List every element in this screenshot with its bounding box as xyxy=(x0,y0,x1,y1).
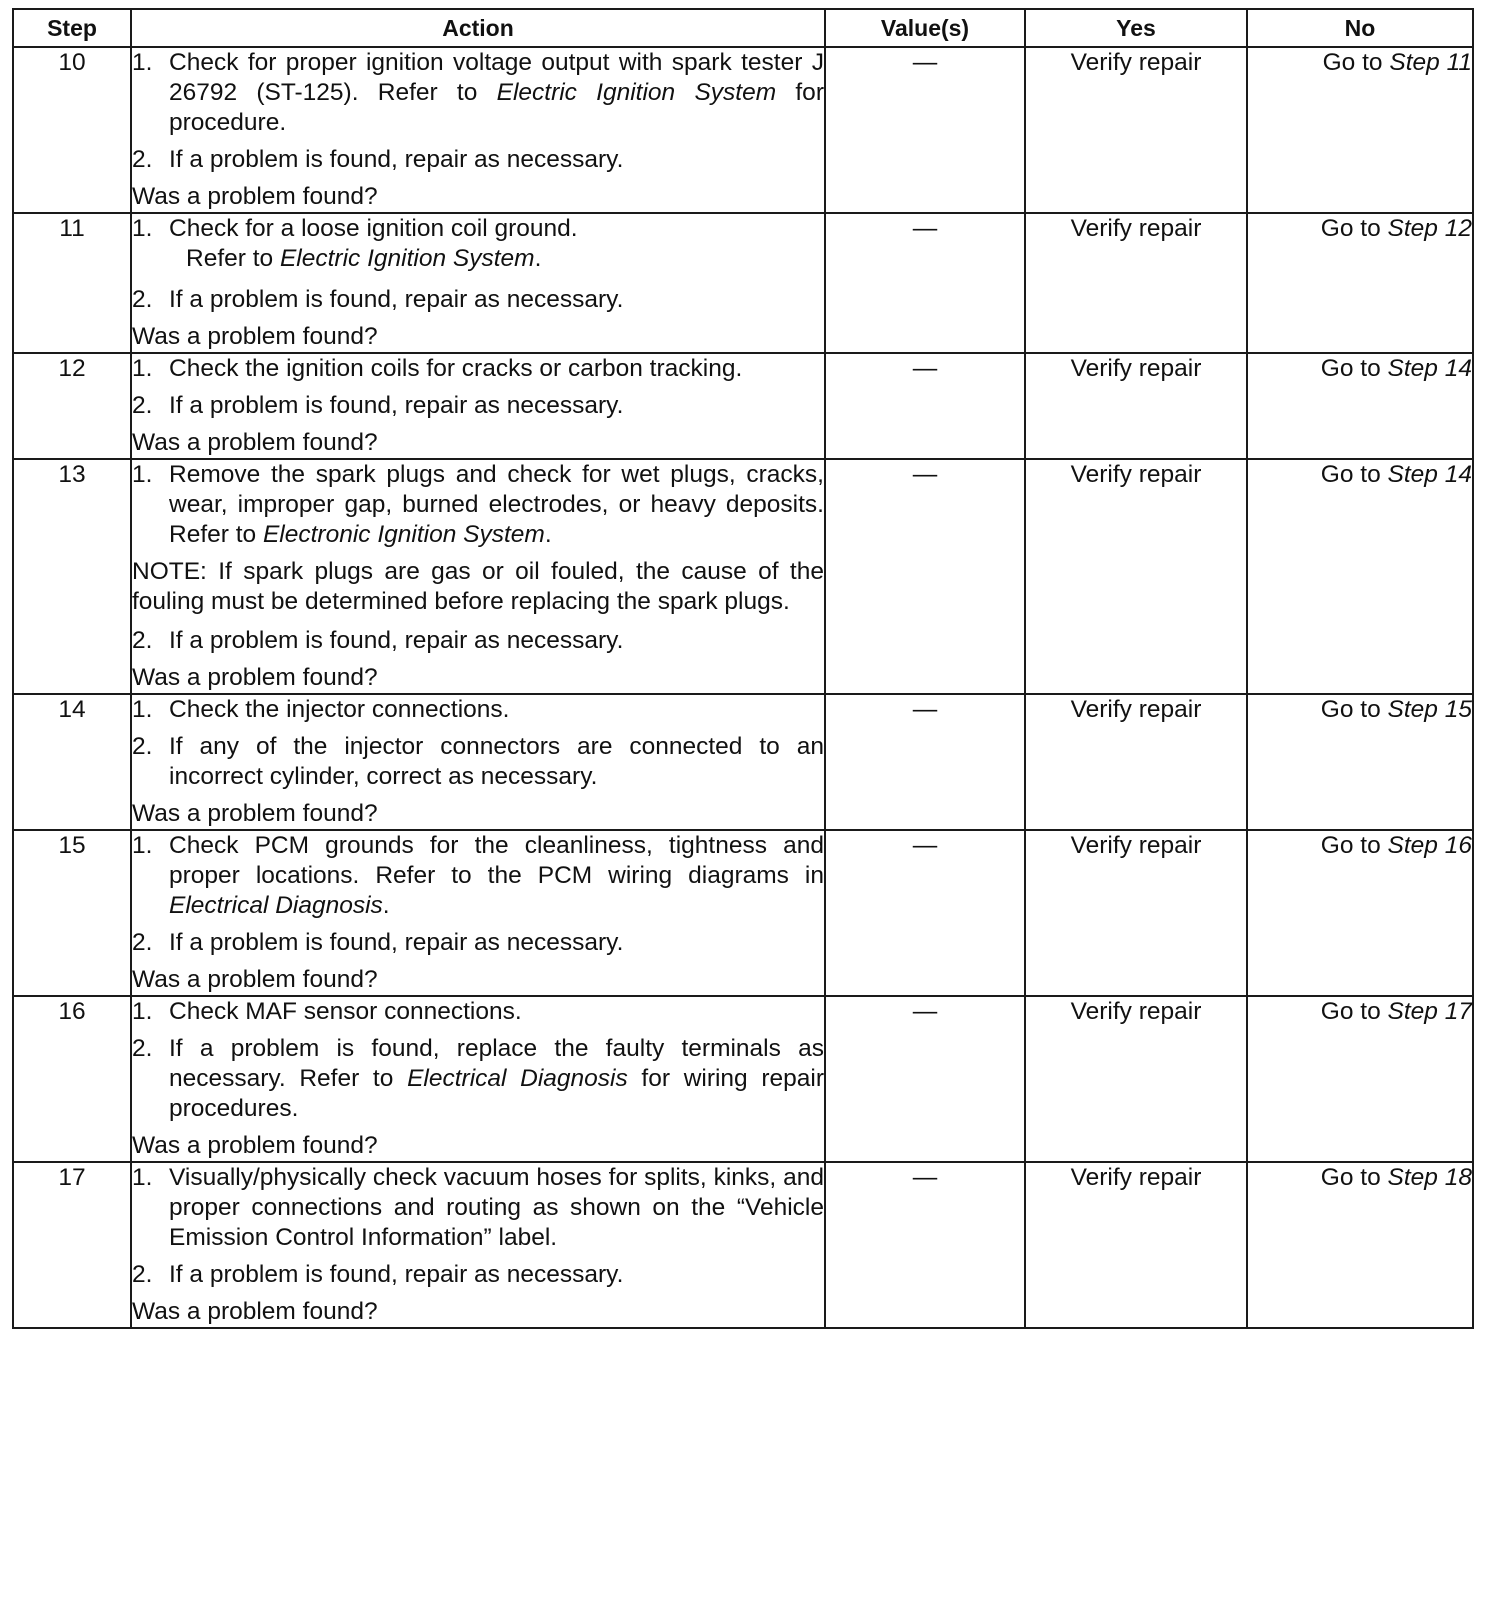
instruction xyxy=(132,928,824,958)
table-row xyxy=(13,47,1473,213)
instruction-continuation: Refer to Electric Ignition System. xyxy=(186,245,542,272)
step-reference: Step 16 xyxy=(1387,832,1472,859)
instruction-text: If a problem is found, repair as necessary. xyxy=(169,392,624,419)
no-action: Go to Step 18 xyxy=(1247,1162,1473,1328)
no-action: Go to Step 12 xyxy=(1247,213,1473,353)
instruction xyxy=(132,145,824,175)
yes-action: Verify repair xyxy=(1025,1162,1247,1328)
step-number: 12 xyxy=(13,353,131,459)
yes-action: Verify repair xyxy=(1025,830,1247,996)
step-reference: Step 12 xyxy=(1387,215,1472,242)
instruction xyxy=(132,695,824,725)
step-number: 10 xyxy=(13,47,131,213)
table-row xyxy=(13,353,1473,459)
header-yes: Yes xyxy=(1025,9,1247,47)
step-reference: Step 11 xyxy=(1389,49,1472,76)
yes-action: Verify repair xyxy=(1025,47,1247,213)
instruction-text: Check MAF sensor connections. xyxy=(169,998,522,1025)
step-reference: Step 15 xyxy=(1387,696,1472,723)
table-row xyxy=(13,996,1473,1162)
action-cell xyxy=(131,353,825,459)
instruction-number: 1. xyxy=(132,696,153,723)
question: Was a problem found? xyxy=(132,323,378,350)
instruction-text: If a problem is found, repair as necessary. xyxy=(169,1261,624,1288)
table-row xyxy=(13,459,1473,694)
instruction xyxy=(132,1034,824,1124)
manual-reference: Electric Ignition System xyxy=(496,79,777,106)
yes-action: Verify repair xyxy=(1025,213,1247,353)
yes-action: Verify repair xyxy=(1025,694,1247,830)
instruction xyxy=(132,626,824,656)
instruction-number: 2. xyxy=(132,627,153,654)
instruction-number: 1. xyxy=(132,461,153,488)
header-step: Step xyxy=(13,9,131,47)
table-row xyxy=(13,830,1473,996)
header-no: No xyxy=(1247,9,1473,47)
question: Was a problem found? xyxy=(132,1132,378,1159)
instruction-number: 2. xyxy=(132,1261,153,1288)
instruction-number: 2. xyxy=(132,929,153,956)
table-row xyxy=(13,694,1473,830)
instruction xyxy=(132,1163,824,1253)
value-cell: — xyxy=(825,47,1025,213)
manual-reference: Electrical Diagnosis xyxy=(169,892,383,919)
instruction xyxy=(132,831,824,921)
instruction-number: 1. xyxy=(132,998,153,1025)
instruction-text: Remove the spark plugs and check for wet plugs, cracks, wear, improper gap, burned electrodes, or heavy deposits. Refer to Electronic Ignition System. xyxy=(169,461,824,548)
action-cell xyxy=(131,47,825,213)
instruction-text: If a problem is found, replace the faulty terminals as necessary. Refer to Electrical Diagnosis for wiring repair procedures. xyxy=(169,1035,825,1122)
no-action: Go to Step 14 xyxy=(1247,353,1473,459)
value-cell: — xyxy=(825,830,1025,996)
question: Was a problem found? xyxy=(132,1298,378,1325)
yes-action: Verify repair xyxy=(1025,459,1247,694)
diagnostic-table xyxy=(12,8,1474,1329)
manual-reference: Electronic Ignition System xyxy=(262,521,545,548)
value-cell: — xyxy=(825,459,1025,694)
action-cell xyxy=(131,694,825,830)
instruction xyxy=(132,732,824,792)
instruction-number: 2. xyxy=(132,392,153,419)
instruction xyxy=(132,997,824,1027)
instruction xyxy=(132,354,824,384)
instruction xyxy=(132,48,824,138)
instruction-number: 1. xyxy=(132,49,153,76)
instruction-number: 1. xyxy=(132,355,153,382)
instruction-text: If a problem is found, repair as necessary. xyxy=(169,146,624,173)
action-cell xyxy=(131,459,825,694)
instruction-number: 2. xyxy=(132,733,153,760)
instruction-number: 2. xyxy=(132,1035,153,1062)
yes-action: Verify repair xyxy=(1025,996,1247,1162)
step-number: 17 xyxy=(13,1162,131,1328)
action-cell xyxy=(131,830,825,996)
instruction xyxy=(132,214,824,244)
step-reference: Step 14 xyxy=(1387,461,1472,488)
step-reference: Step 17 xyxy=(1387,998,1472,1025)
step-number: 15 xyxy=(13,830,131,996)
step-reference: Step 18 xyxy=(1387,1164,1472,1191)
no-action: Go to Step 11 xyxy=(1247,47,1473,213)
value-cell: — xyxy=(825,1162,1025,1328)
action-cell xyxy=(131,1162,825,1328)
question: Was a problem found? xyxy=(132,664,378,691)
instruction xyxy=(132,460,824,550)
instruction-text: Check PCM grounds for the cleanliness, tightness and proper locations. Refer to the PCM wiring diagrams in Electrical Diagnosis. xyxy=(169,832,824,919)
step-number: 11 xyxy=(13,213,131,353)
instruction-text: If a problem is found, repair as necessary. xyxy=(169,627,624,654)
step-number: 14 xyxy=(13,694,131,830)
step-number: 16 xyxy=(13,996,131,1162)
question: Was a problem found? xyxy=(132,800,378,827)
value-cell: — xyxy=(825,996,1025,1162)
value-cell: — xyxy=(825,694,1025,830)
no-action: Go to Step 14 xyxy=(1247,459,1473,694)
step-number: 13 xyxy=(13,459,131,694)
no-action: Go to Step 15 xyxy=(1247,694,1473,830)
instruction xyxy=(132,391,824,421)
yes-action: Verify repair xyxy=(1025,353,1247,459)
header-action: Action xyxy=(131,9,825,47)
value-cell: — xyxy=(825,213,1025,353)
instruction-text: Visually/physically check vacuum hoses for splits, kinks, and proper connections and routing as shown on the “Vehicle Emission Control Information” label. xyxy=(169,1164,824,1251)
instruction-text: If a problem is found, repair as necessary. xyxy=(169,286,624,313)
instruction-number: 2. xyxy=(132,146,153,173)
action-cell xyxy=(131,996,825,1162)
instruction-text: Check for a loose ignition coil ground. xyxy=(169,215,578,242)
instruction xyxy=(132,1260,824,1290)
header-row xyxy=(13,9,1473,47)
instruction-text: If any of the injector connectors are connected to an incorrect cylinder, correct as necessary. xyxy=(169,733,824,790)
instruction xyxy=(132,285,824,315)
manual-reference: Electric Ignition System xyxy=(279,245,535,272)
instruction-text: Check the ignition coils for cracks or carbon tracking. xyxy=(169,355,743,382)
instruction-number: 1. xyxy=(132,215,153,242)
question: Was a problem found? xyxy=(132,966,378,993)
note-text: NOTE: If spark plugs are gas or oil fouled, the cause of the fouling must be determined before replacing the spark plugs. xyxy=(132,558,824,615)
instruction-number: 1. xyxy=(132,1164,153,1191)
question: Was a problem found? xyxy=(132,429,378,456)
instruction-number: 2. xyxy=(132,286,153,313)
table-row xyxy=(13,213,1473,353)
no-action: Go to Step 16 xyxy=(1247,830,1473,996)
instruction-text: Check the injector connections. xyxy=(169,696,510,723)
step-reference: Step 14 xyxy=(1387,355,1472,382)
value-cell: — xyxy=(825,353,1025,459)
action-cell xyxy=(131,213,825,353)
instruction-text: If a problem is found, repair as necessary. xyxy=(169,929,624,956)
table-row xyxy=(13,1162,1473,1328)
manual-reference: Electrical Diagnosis xyxy=(407,1065,628,1092)
header-values: Value(s) xyxy=(825,9,1025,47)
instruction-text: Check for proper ignition voltage output with spark tester J 26792 (ST-125). Refer to Electric Ignition System for procedure. xyxy=(169,49,824,136)
no-action: Go to Step 17 xyxy=(1247,996,1473,1162)
instruction-number: 1. xyxy=(132,832,153,859)
question: Was a problem found? xyxy=(132,183,378,210)
